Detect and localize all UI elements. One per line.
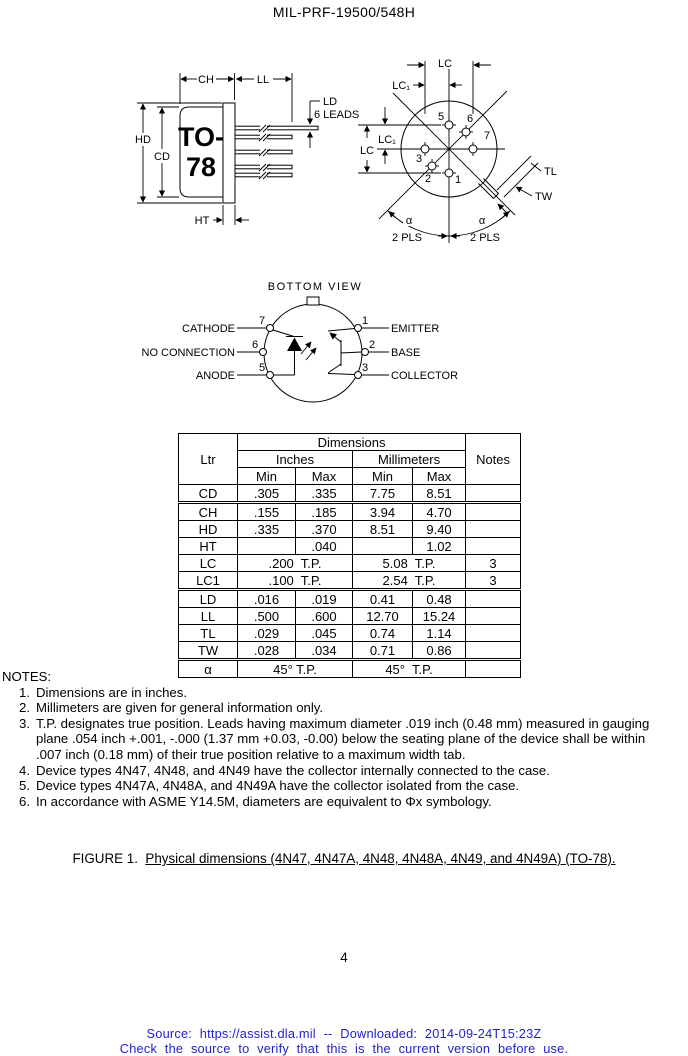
note-text: Device types 4N47, 4N48, and 4N49 have the collector internally connected to the case. bbox=[36, 762, 550, 778]
pin-6-label: 6 bbox=[466, 113, 474, 125]
dim-lc1-top bbox=[392, 80, 462, 92]
figure-caption-prefix: FIGURE 1. bbox=[72, 851, 138, 866]
dim-ll bbox=[237, 73, 293, 122]
table-row: TL .029 .045 0.74 1.14 bbox=[179, 625, 521, 642]
pin-7 bbox=[469, 142, 477, 156]
dim-lc1-top-label: LC₁ bbox=[392, 80, 410, 92]
note-number: 5. bbox=[19, 778, 30, 794]
dim-ll-label: LL bbox=[256, 74, 270, 86]
pin-5-number: 5 bbox=[258, 362, 266, 374]
package-label-line2: 78 bbox=[185, 152, 217, 182]
dim-hd-label: HD bbox=[135, 134, 151, 146]
dim-ht-label: HT bbox=[194, 215, 210, 227]
collector-label: COLLECTOR bbox=[391, 370, 459, 382]
angle-alpha-right-label: α bbox=[478, 215, 486, 227]
pin-5 bbox=[442, 118, 456, 132]
emitter-label: EMITTER bbox=[391, 323, 440, 335]
note-text: Dimensions are in inches. bbox=[36, 684, 187, 700]
table-row: LC .200 T.P. 5.08 T.P. 3 bbox=[179, 555, 521, 572]
page-title: MIL-PRF-19500/548H bbox=[272, 4, 416, 20]
leads-count-label: 6 LEADS bbox=[314, 109, 360, 121]
dim-tw bbox=[516, 187, 553, 203]
figure-caption bbox=[0, 851, 688, 866]
note-number: 6. bbox=[19, 793, 30, 809]
note-item-3 bbox=[2, 716, 684, 763]
note-item-1 bbox=[2, 685, 684, 701]
source-footer bbox=[0, 1026, 688, 1056]
pin-5-pad bbox=[267, 372, 274, 379]
dim-ht bbox=[195, 205, 249, 227]
bottom-view-title: BOTTOM VIEW bbox=[267, 281, 363, 293]
page-number: 4 bbox=[340, 950, 348, 965]
note-number: 1. bbox=[19, 684, 30, 700]
dim-lc-left-label: LC bbox=[359, 145, 375, 157]
col-header-inches: Inches bbox=[238, 451, 353, 468]
side-view-diagram bbox=[115, 50, 375, 240]
table-row: CD .305 .335 7.75 8.51 bbox=[179, 485, 521, 503]
table-row: LL .500 .600 12.70 15.24 bbox=[179, 608, 521, 625]
col-header-min-in: Min bbox=[238, 468, 296, 485]
dim-angle-right bbox=[449, 211, 511, 245]
pin-3-pad bbox=[355, 372, 362, 379]
package-body bbox=[178, 103, 235, 203]
base-label: BASE bbox=[391, 347, 421, 359]
index-tab bbox=[307, 297, 319, 305]
note-text: Millimeters are given for general information only. bbox=[36, 700, 324, 716]
dim-angle-left bbox=[388, 211, 450, 245]
pin-2-label: 2 bbox=[424, 173, 432, 185]
pin-1 bbox=[442, 169, 456, 177]
col-header-max-in: Max bbox=[296, 468, 353, 485]
center-lines bbox=[358, 58, 515, 243]
table-row: CH .155 .185 3.94 4.70 bbox=[179, 503, 521, 521]
col-header-ltr: Ltr bbox=[179, 434, 238, 485]
lead-circle-view-diagram bbox=[355, 50, 575, 255]
table-row: LD .016 .019 0.41 0.48 bbox=[179, 590, 521, 608]
dim-cd-label: CD bbox=[154, 151, 170, 163]
pin-5-label: 5 bbox=[437, 111, 445, 123]
dim-tl-label: TL bbox=[544, 166, 557, 178]
figure-caption-text: Physical dimensions (4N47, 4N47A, 4N48, 4N48A, 4N49, and 4N49A) (TO-78). bbox=[145, 851, 616, 866]
note-item-2 bbox=[2, 700, 684, 716]
pin-7-pad bbox=[267, 325, 274, 332]
dim-lc-top-label: LC bbox=[437, 58, 453, 70]
dim-tw-label: TW bbox=[535, 191, 553, 203]
anode-label: ANODE bbox=[195, 370, 235, 382]
bottom-pin-labels bbox=[142, 323, 459, 382]
notes-section bbox=[2, 669, 684, 809]
col-header-notes: Notes bbox=[466, 434, 521, 485]
pin-1-label: 1 bbox=[454, 174, 462, 186]
col-header-millimeters: Millimeters bbox=[353, 451, 466, 468]
pin-7-number: 7 bbox=[258, 315, 266, 327]
pin-3-number: 3 bbox=[361, 362, 369, 374]
note-item-5 bbox=[2, 778, 684, 794]
pin-2-number: 2 bbox=[368, 339, 376, 351]
pin-1-pad bbox=[355, 325, 362, 332]
pin-7-label: 7 bbox=[483, 130, 491, 142]
pin-6-pad bbox=[260, 349, 267, 356]
note-item-6 bbox=[2, 794, 684, 810]
dim-lc-left bbox=[357, 126, 377, 172]
table-row: HD .335 .370 8.51 9.40 bbox=[179, 521, 521, 538]
angle-pls-left-label: 2 PLS bbox=[392, 232, 422, 244]
table-row: α 45° T.P. 45° T.P. bbox=[179, 660, 521, 678]
table-row: HT .040 1.02 bbox=[179, 538, 521, 555]
note-item-4 bbox=[2, 763, 684, 779]
pin-3 bbox=[421, 142, 429, 156]
dim-cd bbox=[154, 107, 179, 197]
note-text: Device types 4N47A, 4N48A, and 4N49A have the collector isolated from the case. bbox=[36, 778, 520, 794]
case-tab bbox=[479, 156, 539, 213]
dim-ld-label: LD bbox=[323, 96, 338, 108]
no-connection-label: NO CONNECTION bbox=[141, 347, 235, 359]
note-text: T.P. designates true position. Leads having maximum diameter .019 inch (0.48 mm) measured in gauging plane .054 inch +.001, -.000 (1.37 mm +0.03, -0.00) below the seating plane of the device shall be within .007 inch (0.18 mm) of their true position relative to a maximum width tab. bbox=[36, 715, 650, 762]
dim-ld-callout bbox=[310, 96, 359, 148]
table-row: LC1 .100 T.P. 2.54 T.P. 3 bbox=[179, 572, 521, 590]
note-number: 4. bbox=[19, 762, 30, 778]
source-footer-line1: Source: https://assist.dla.mil -- Downloaded: 2014-09-24T15:23Z bbox=[146, 1026, 542, 1041]
bottom-view-diagram bbox=[140, 278, 470, 428]
notes-heading: NOTES: bbox=[2, 669, 52, 684]
pin-3-label: 3 bbox=[415, 153, 423, 165]
angle-pls-right-label: 2 PLS bbox=[470, 232, 500, 244]
col-header-max-mm: Max bbox=[413, 468, 466, 485]
package-leads bbox=[235, 125, 318, 180]
angle-alpha-left-label: α bbox=[405, 215, 413, 227]
dim-lc1-left-label: LC₁ bbox=[378, 134, 396, 146]
bottom-pins bbox=[260, 325, 369, 379]
phototransistor-symbol bbox=[328, 329, 362, 375]
pin-2-pad bbox=[362, 349, 369, 356]
dim-lc1-left bbox=[358, 107, 441, 173]
note-number: 3. bbox=[19, 715, 30, 731]
note-text: In accordance with ASME Y14.5M, diameters are equivalent to Φx symbology. bbox=[36, 793, 492, 809]
source-footer-line2: Check the source to verify that this is the current version before use. bbox=[119, 1041, 569, 1056]
dim-ch bbox=[180, 73, 235, 104]
note-number: 2. bbox=[19, 700, 30, 716]
dimensions-table bbox=[178, 433, 521, 678]
col-header-min-mm: Min bbox=[353, 468, 413, 485]
dim-ch-label: CH bbox=[198, 74, 214, 86]
col-header-dimensions: Dimensions bbox=[238, 434, 466, 451]
pin-6-number: 6 bbox=[251, 339, 259, 351]
dim-tl bbox=[531, 163, 557, 178]
light-arrows bbox=[301, 342, 316, 360]
pin-1-number: 1 bbox=[361, 315, 369, 327]
led-symbol bbox=[273, 330, 303, 375]
bottom-pin-numbers bbox=[252, 315, 375, 374]
table-header-row-1 bbox=[179, 434, 521, 451]
cathode-label: CATHODE bbox=[182, 323, 235, 335]
table-row: TW .028 .034 0.71 0.86 bbox=[179, 642, 521, 660]
package-label-line1: TO- bbox=[178, 122, 224, 152]
